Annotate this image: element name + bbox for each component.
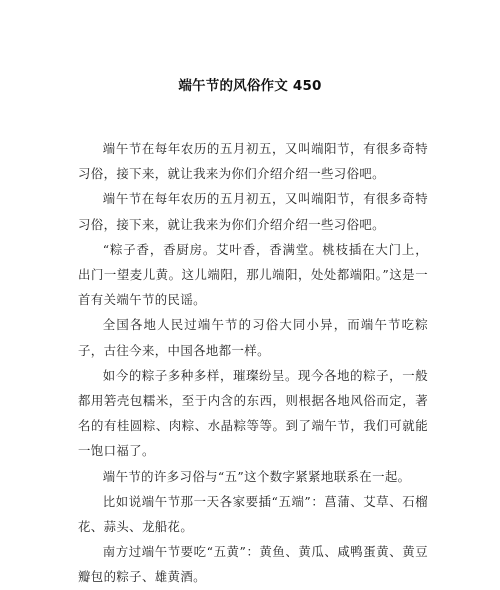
paragraph: “粽子香，香厨房。艾叶香，香满堂。桃枝插在大门上，出门一望麦儿黄。这儿端阳，那儿端阳，处处都端阳。”这是一首有关端午节的民谣。 [78,241,428,308]
paragraph: 全国各地人民过端午节的习俗大同小异，而端午节吃粽子，古往今来，中国各地都一样。 [78,317,428,358]
paragraph: 端午节的许多习俗与“五”这个数字紧紧地联系在一起。 [102,468,411,484]
paragraph: 南方过端午节要吃“五黄”：黄鱼、黄瓜、咸鸭蛋黄、黄豆瓣包的粽子、雄黄酒。 [78,544,428,585]
paragraph: 如今的粽子多种多样，璀璨纷呈。现今各地的粽子，一般都用箬壳包糯米，至于内含的东西，则根据各地风俗而定，著名的有桂圆粽、肉粽、水晶粽等等。到了端午节，我们可就能一饱口福了。 [78,367,428,459]
paragraph: 端午节在每年农历的五月初五，又叫端阳节，有很多奇特习俗，接下来，就让我来为你们介绍介绍一些习俗吧。 [78,141,428,182]
paragraph: 比如说端午节那一天各家要插“五端”：菖蒲、艾草、石榴花、蒜头、龙船花。 [78,493,428,535]
paragraph: 端午节在每年农历的五月初五，又叫端阳节，有很多奇特习俗，接下来，就让我来为你们介绍介绍一些习俗吧。 [78,191,428,232]
document-body [78,136,428,590]
document-title: 端午节的风俗作文 450 [178,78,322,94]
